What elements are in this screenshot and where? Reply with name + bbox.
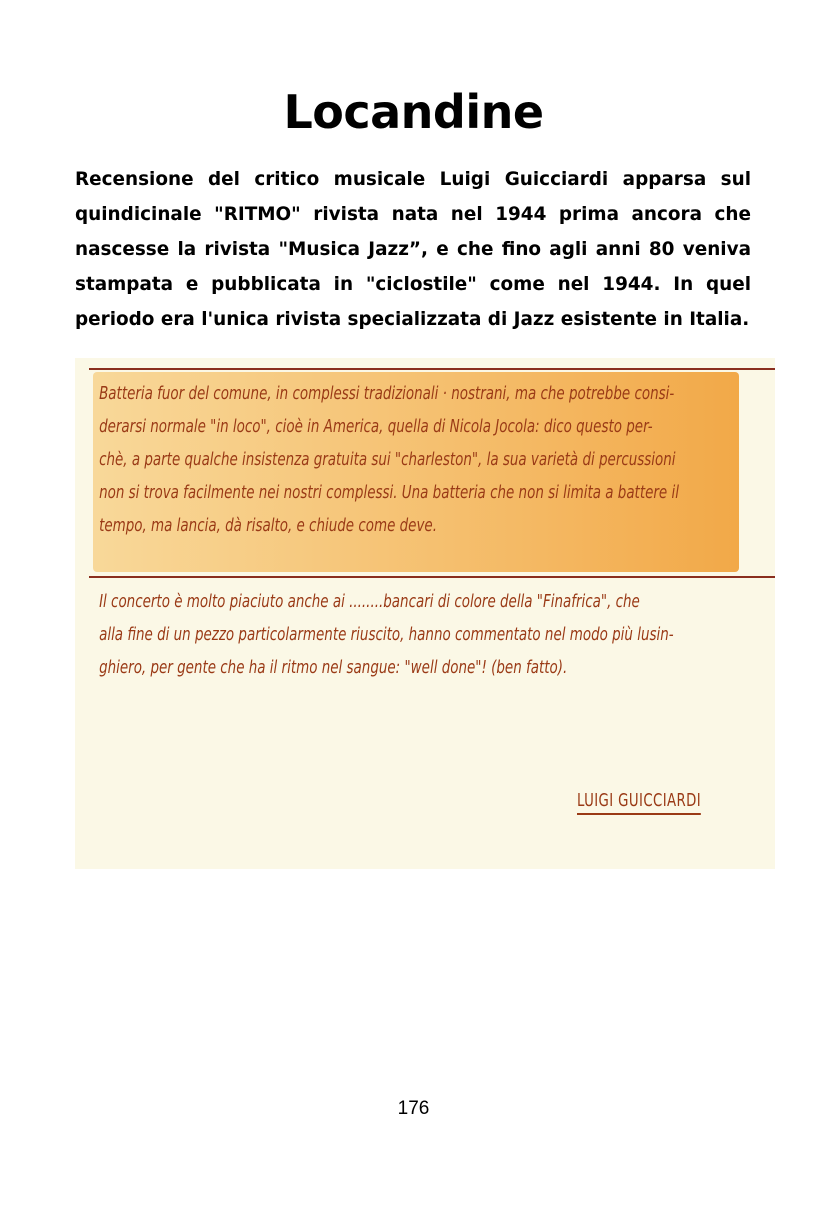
page-title: Locandine <box>283 85 544 139</box>
page-number: 176 <box>397 1098 430 1119</box>
clip-line: derarsi normale "in loco", cioè in America, quella di Nicola Jocola: dico questo per- <box>99 417 653 437</box>
middle-rule <box>89 576 775 578</box>
signature: LUIGI GUICCIARDI <box>577 790 701 815</box>
clip-line: chè, a parte qualche insistenza gratuita sui "charleston", la sua varietà di percussioni <box>99 450 676 470</box>
clip-line: ghiero, per gente che ha il ritmo nel sangue: "well done"! (ben fatto). <box>99 658 568 678</box>
clip-body-text <box>75 586 775 685</box>
clip-line: alla fine di un pezzo particolarmente riuscito, hanno commentato nel modo più lusin- <box>99 625 674 645</box>
newspaper-clipping <box>75 358 775 869</box>
highlighted-text <box>75 378 775 543</box>
clip-line: Il concerto è molto piaciuto anche ai ........bancari di colore della "Finafrica", che <box>99 592 640 612</box>
top-rule <box>89 368 775 370</box>
clip-line: non si trova facilmente nei nostri complessi. Una batteria che non si limita a battere il <box>99 483 679 503</box>
intro-paragraph: Recensione del critico musicale Luigi Guicciardi apparsa sul quindicinale "RITMO" rivista nata nel 1944 prima ancora che nascesse la rivista "Musica Jazz”, e che fino agli anni 80 veniva stampata e pubblicata in "ciclostile" come nel 1944. In quel periodo era l'unica rivista specializzata di Jazz esistente in Italia. <box>75 169 751 330</box>
clip-line: Batteria fuor del comune, in complessi tradizionali · nostrani, ma che potrebbe consi- <box>99 384 675 404</box>
clip-line: tempo, ma lancia, dà risalto, e chiude come deve. <box>99 516 437 536</box>
